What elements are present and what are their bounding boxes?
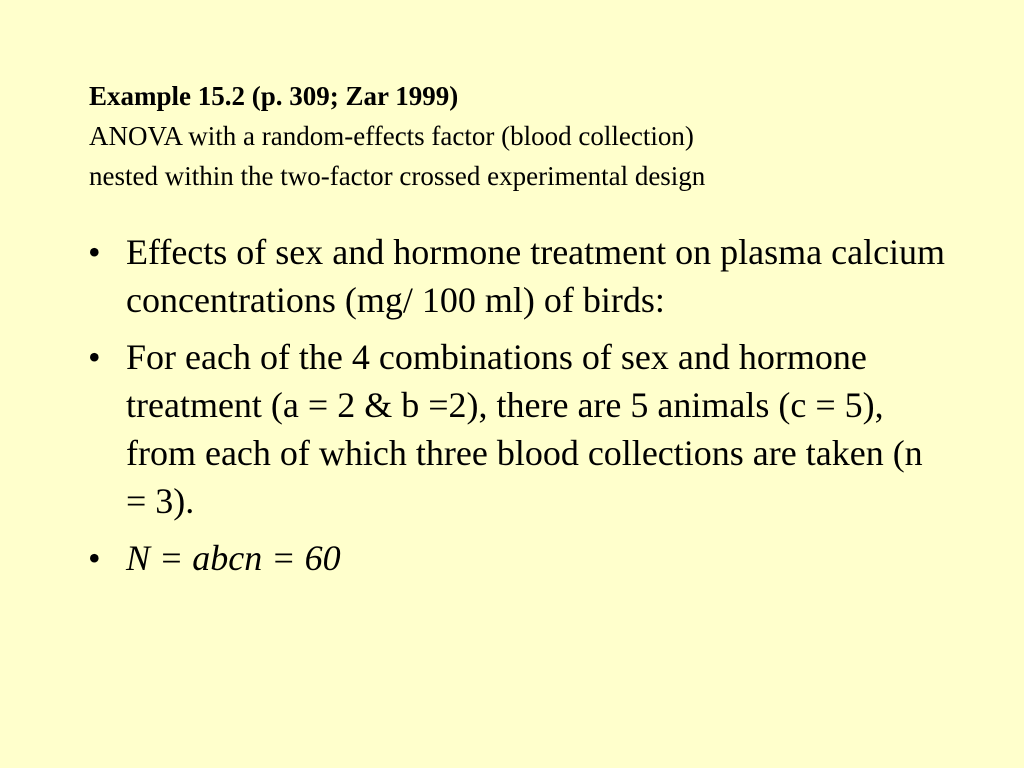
bullet-item-formula	[88, 534, 948, 582]
bullet-dot-icon: •	[88, 232, 101, 272]
bullet-item-effects	[88, 228, 948, 324]
title-subtitle-line-2: nested within the two-factor crossed experimental design	[89, 161, 706, 191]
bullet-item-combinations	[88, 333, 948, 525]
bullet-list	[88, 228, 948, 591]
bullet-dot-icon: •	[88, 538, 101, 578]
title-example-reference: Example 15.2 (p. 309; Zar 1999)	[89, 81, 459, 111]
bullet-dot-icon: •	[88, 337, 101, 377]
title-subtitle-line-1: ANOVA with a random-effects factor (blood collection)	[89, 121, 694, 151]
bullet-text-formula: N = abcn = 60	[126, 538, 341, 578]
bullet-text-effects: Effects of sex and hormone treatment on plasma calcium concentrations (mg/ 100 ml) of birds:	[126, 232, 946, 320]
slide-title	[89, 76, 969, 196]
bullet-text-combinations: For each of the 4 combinations of sex and hormone treatment (a = 2 & b =2), there are 5 animals (c = 5), from each of which three blood collections are taken (n = 3).	[126, 337, 923, 521]
